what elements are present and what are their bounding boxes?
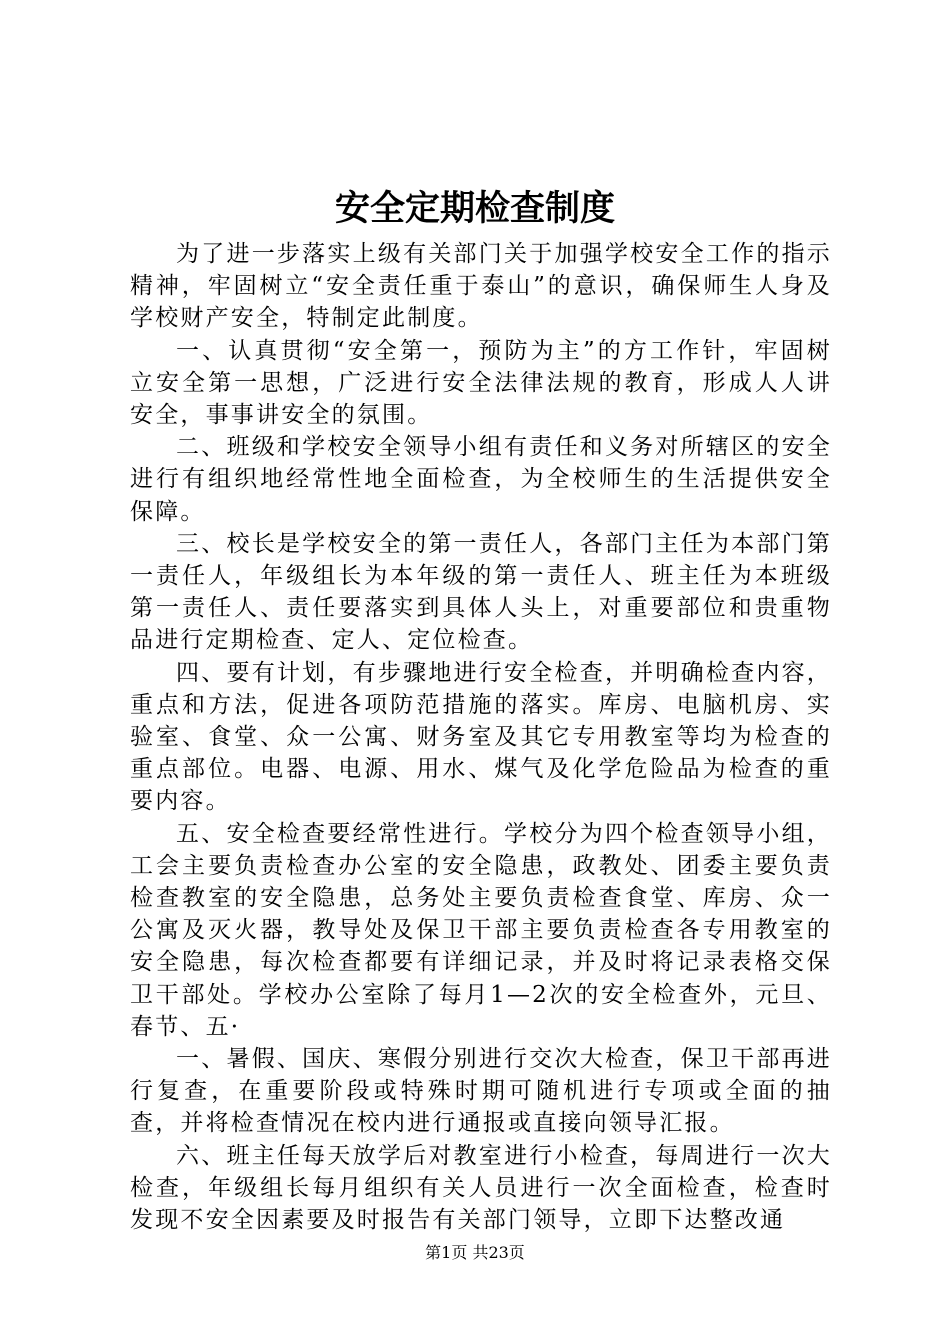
paragraph-item-6: 六、班主任每天放学后对教室进行小检查，每周进行一次大检查，年级组长每月组织有关人员进行一次全面检查，检查时发现不安全因素要及时报告有关部门领导，立即下达整改通 — [130, 1142, 832, 1234]
paragraph-item-2: 二、班级和学校安全领导小组有责任和义务对所辖区的安全进行有组织地经常性地全面检查，为全校师生的生活提供安全保障。 — [130, 434, 832, 525]
document-title: 安全定期检查制度 — [334, 188, 615, 229]
paragraph-intro: 为了进一步落实上级有关部门关于加强学校安全工作的指示精神，牢固树立“安全责任重于泰山”的意识，确保师生人身及学校财产安全，特制定此制度。 — [130, 241, 832, 332]
document-body — [130, 238, 832, 1236]
page-footer: 第1页 共23页 — [425, 1243, 525, 1262]
paragraph-item-1: 一、认真贯彻“安全第一，预防为主”的方工作针，牢固树立安全第一思想，广泛进行安全法律法规的教育，形成人人讲安全，事事讲安全的氛围。 — [130, 337, 832, 429]
paragraph-item-5: 五、安全检查要经常性进行。学校分为四个检查领导小组，工会主要负责检查办公室的安全隐患，政教处、团委主要负责检查教室的安全隐患，总务处主要负责检查食堂、库房、众一公寓及灭火器，教导处及保卫干部主要负责检查各专用教室的安全隐患，每次检查都要有详细记录，并及时将记录表格交保卫干部处。学校办公室除了每月1—2次的安全检查外，元旦、春节、五· — [130, 820, 832, 1040]
paragraph-item-5-continued: 一、暑假、国庆、寒假分别进行交次大检查，保卫干部再进行复查，在重要阶段或特殊时期可随机进行专项或全面的抽查，并将检查情况在校内进行通报或直接向领导汇报。 — [130, 1046, 832, 1137]
paragraph-item-3: 三、校长是学校安全的第一责任人，各部门主任为本部门第一责任人，年级组长为本年级的第一责任人、班主任为本班级第一责任人、责任要落实到具体人头上，对重要部位和贵重物品进行定期检查、定人、定位检查。 — [130, 530, 832, 654]
paragraph-item-4: 四、要有计划，有步骤地进行安全检查，并明确检查内容，重点和方法，促进各项防范措施的落实。库房、电脑机房、实验室、食堂、众一公寓、财务室及其它专用教室等均为检查的重点部位。电器、电源、用水、煤气及化学危险品为检查的重要内容。 — [130, 659, 832, 815]
